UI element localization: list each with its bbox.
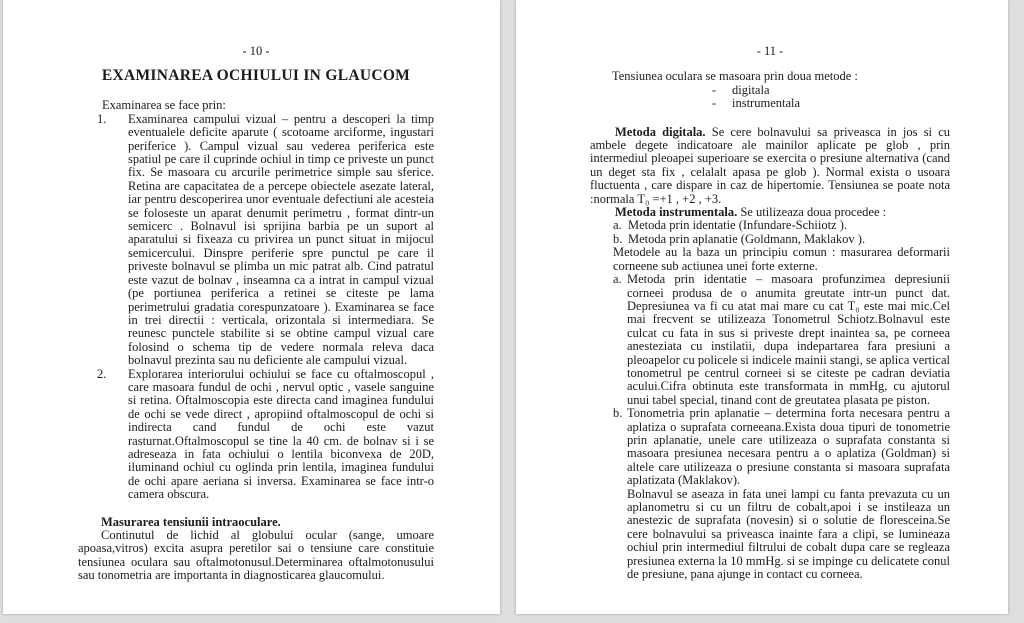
numbered-item-2 xyxy=(78,368,434,502)
bullet-item-digitala xyxy=(590,84,950,97)
numbered-item-1 xyxy=(78,113,434,368)
intro-line: Tensiunea oculara se masoara prin doua metode : xyxy=(612,69,858,84)
item-marker: b. xyxy=(613,406,623,421)
item-marker: 1. xyxy=(97,111,107,126)
paragraph-metoda-digitala xyxy=(590,126,950,206)
document-page-11[interactable] xyxy=(516,0,1008,614)
page-number: - 10 - xyxy=(242,44,270,58)
page-number: - 11 - xyxy=(756,44,784,58)
item-text: Metoda prin identatie (Infundare-Schiiotz ). xyxy=(628,218,848,233)
page-10-content xyxy=(78,0,434,583)
item-text: Examinarea campului vizual – pentru a descoperi la timp eventualele deficite aparute ( scotoame arciforme, ingustari periferice ). Campul vizual sau vederea periferica este spatiul pe care il cuprinde ochiul in timp ce priveste un punct fix. Se masoara cu arcurile perimetrice simple sau sferice. Retina are capacitatea de a percepe obiectele asezate lateral, iar pentru descoperirea unor eventuale defectiuni ale acesteia se foloseste un aparat denumit perimetru , format dintr-un semicerc . Bolnavul isi sprijina barbia pe un suport al aparatului si fixeaza cu privirea un punct situat in mijocul semicercului. Dinspre periferie spre punctul pe care il priveste bolnavul se plimba un mic patrat alb. Cind patratul este vazut de bolnav , inseamna ca a intrat in campul vizual (pe portiunea periferica a retinei se citeste pe lama perimetrului gradatia corespunzatoare ). Examinarea se face in trei directii : verticala, orizontala si intermediara. Se reunesc punctele stabilite si se obtine campul vizual care folosind o schema tip de vedere normala releva daca bolnavul prezinta sau nu deficiente ale campului vizual. xyxy=(128,111,434,368)
paragraph-text: Se cere bolnavului sa priveasca in jos si cu ambele degete indicatoare ale mainilor aplicate pe glob , prin intermediul pleoapei superioare se exercita o presiune alternativa (cand un deget sta fix , celalalt apasa pe glob ). Normal exista o usoara fluctuenta , care dispare in caz de hipertomie. Tensiunea se poate nota :normala T₀ =+1 , +2 , +3. xyxy=(590,124,951,206)
paragraph-metoda-instrumentala xyxy=(590,206,950,219)
item-marker: b. xyxy=(613,231,623,246)
section-heading: Masurarea tensiunii intraoculare. xyxy=(101,514,281,529)
method-detail-a xyxy=(590,273,950,407)
procedure-item-b xyxy=(590,233,950,246)
item-text: Explorarea interiorului ochiului se face cu oftalmoscopul , care masoara fundul de ochi , nervul optic , vasele sanguine si retina. Oftalmoscopia este directa cand imaginea fundului de ochi se vede direct , apropiind oftalmoscopul de ochi si indirecta cand fundul de ochi este vazut rasturnat.Oftalmoscopul se tine la 40 cm. de bolnav si i se adreseaza in fata ochiului o lentila biconvexa de 20D, iluminand ochiul cu oglinda prin lentila, imaginea fundului de ochi apare aeriana si inversa. Examinarea se face intr-o camera obscura. xyxy=(128,366,434,502)
bullet-marker: - xyxy=(712,82,717,97)
page-title: EXAMINAREA OCHIULUI IN GLAUCOM xyxy=(101,67,411,85)
page-11-content xyxy=(590,0,950,581)
bullet-marker: - xyxy=(712,96,717,111)
bullet-item-instrumentala xyxy=(590,97,950,110)
procedure-item-a xyxy=(590,219,950,232)
document-page-10[interactable] xyxy=(3,0,500,614)
bullet-label: instrumentala xyxy=(732,96,801,111)
paragraph-lead: Metoda instrumentala. xyxy=(615,205,738,220)
closing-paragraph: Bolnavul se aseaza in fata unei lampi cu fanta prevazuta cu un aplanometru si cu un filtru de cobalt,apoi i se instileaza un anestezic de suprafata (novesin) si o solutie de floresceina.Se cere bolnavului sa priveasca inainte fara a clipi, se lumineaza ochiul prin intermediul filtrului de cobalt dupa care se regleaza presiunea externa la 10 mmHg. si se impinge cu delicatete conul de presiune, pana ajunge in contact cu corneea. xyxy=(627,486,950,582)
section-body: Continutul de lichid al globului ocular (sange, umoare apoasa,vitros) excita asupra peretilor sai o tensiune care constituie tensiunea oculara sau oftalmotonusul.Determinarea oftalmotonusului sau tonometria are importanta in diagnosticarea glaucomului. xyxy=(78,528,434,583)
item-marker: a. xyxy=(613,218,622,233)
paragraph-text: Se utilizeaza doua procedee : xyxy=(740,205,887,220)
item-text: Tonometria prin aplanatie – determina forta necesara pentru a aplatiza o suprafata corneeana.Exista doua tipuri de tonometrie prin aplanatie, unele care utilizeaza o suprafata constanta si masoara presiunea necesara pentru a o aplatiza (Goldman) si altele care utilizeaza o presiune constanta si masoara suprafata aplatizata (Maklakov). xyxy=(627,406,950,488)
bullet-label: digitala xyxy=(732,82,770,97)
paragraph-lead: Metoda digitala. xyxy=(615,124,706,139)
intro-line: Examinarea se face prin: xyxy=(102,98,226,113)
item-text: Metoda prin aplanatie (Goldmann, Maklakov ). xyxy=(628,231,866,246)
principle-paragraph: Metodele au la baza un principiu comun : masurarea deformarii corneene sub actiunea unei forte externe. xyxy=(613,245,950,273)
item-marker: a. xyxy=(613,272,622,287)
method-detail-b xyxy=(590,407,950,487)
item-marker: 2. xyxy=(97,366,107,381)
item-text: Metoda prin identatie – masoara profunzimea depresiunii corneei produsa de o anumita greutate intr-un punct dat. Depresiunea va fi cu atat mai mare cu cat T₀ este mai mic.Cel mai frecvent se utilizeaza Tonometrul Schiotz.Bolnavul este culcat cu fata in sus si priveste drept inaintea sa, pe corneea anesteziata cu instilatii, dupa indepartarea fara presiuni a pleoapelor cu policele si indicele mainii stangi, se aplica vertical tonometrul pe centrul corneei si se citeste pe cadran deviatia acului.Cifra obtinuta este transformata in mmHg, cu ajutorul unui tabel special, tinand cont de greutatea plasata pe piston. xyxy=(627,272,950,407)
